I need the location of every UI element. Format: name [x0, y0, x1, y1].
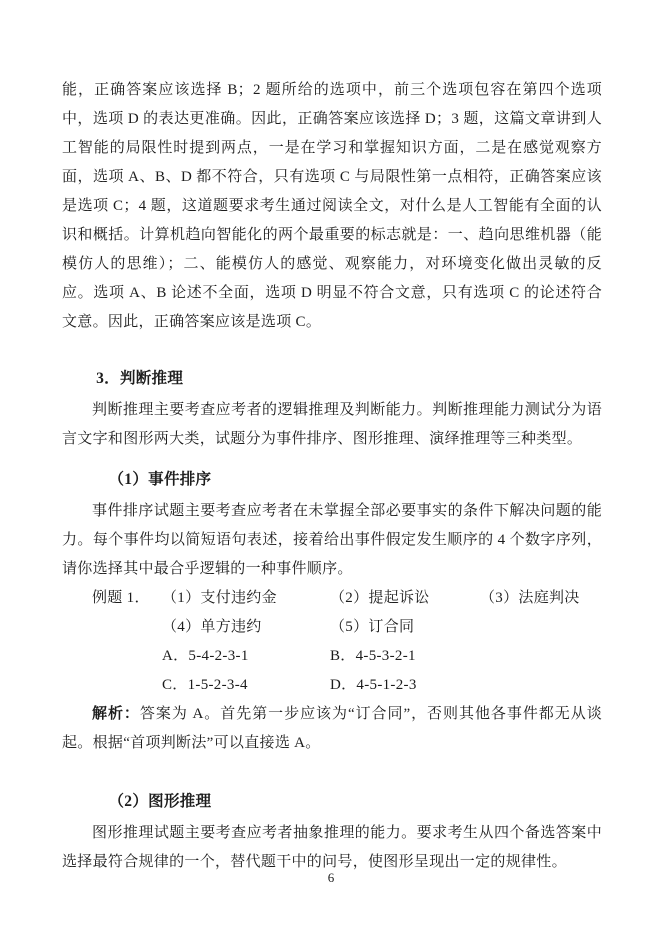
analysis-text: 答案为 A。首先第一步应该为“订合同”，否则其他各事件都无从谈起。根据“首项判断法”可以直接选 A。 — [62, 706, 602, 751]
subsection-heading-event-ordering: （1）事件排序 — [108, 471, 212, 488]
example-block — [62, 584, 602, 700]
event-ordering-description: 事件排序试题主要考查应考者在未掌握全部必要事实的条件下解决问题的能力。每个事件均以简短语句表述，接着给出事件假定发生顺序的 4 个数字序列，请你选择其中最合乎逻辑的一种事件顺序。 — [62, 503, 602, 577]
continuation-paragraph: 能，正确答案应该选择 B；2 题所给的选项中，前三个选项包容在第四个选项中，选项 D 的表达更准确。因此，正确答案应该选择 D；3 题，这篇文章讲到人工智能的局限性时提到两点，一是在学习和掌握知识方面，二是在感觉观察方面，选项 A、B、D 都不符合，只有选项 C 与局限性第一点相符，正确答案应该是选项 C；4 题，这道题要求考生通过阅读全文，对什么是人工智能有全面的认识和概括。计算机趋向智能化的两个最重要的标志就是：一、趋向思维机器（能模仿人的思维）；二、能模仿人的感觉、观察能力，对环境变化做出灵敏的反应。选项 A、B 论述不全面，选项 D 明显不符合文意，只有选项 C 的论述符合文意。因此，正确答案应该是选项 C。 — [62, 82, 602, 330]
example-line-1 — [62, 584, 602, 613]
example-item-4: （4）单方违约 — [162, 619, 262, 635]
analysis-label: 解析： — [92, 706, 140, 722]
option-d: D．4-5-1-2-3 — [330, 677, 417, 693]
example-label: 例题 1． — [92, 590, 150, 606]
option-b: B．4-5-3-2-1 — [330, 648, 416, 664]
option-c: C．1-5-2-3-4 — [162, 677, 248, 693]
example-item-3: （3）法庭判决 — [480, 590, 580, 606]
subsection-heading-figure-reasoning: （2）图形推理 — [108, 793, 212, 810]
page-content — [62, 76, 602, 877]
figure-reasoning-description: 图形推理试题主要考查应考者抽象推理的能力。要求考生从四个备选答案中选择最符合规律的一个，替代题干中的问号，使图形呈现出一定的规律性。 — [62, 825, 602, 870]
example-options-line-1 — [62, 642, 602, 671]
example-line-2 — [62, 613, 602, 642]
section-heading-judgment-reasoning: 3．判断推理 — [96, 370, 184, 387]
example-options-line-2 — [62, 671, 602, 700]
section-intro-paragraph: 判断推理主要考查应考者的逻辑推理及判断能力。判断推理能力测试分为语言文字和图形两大类，试题分为事件排序、图形推理、演绎推理等三种类型。 — [62, 402, 602, 447]
example-item-2: （2）提起诉讼 — [330, 590, 430, 606]
option-a: A．5-4-2-3-1 — [162, 648, 249, 664]
analysis-paragraph — [62, 700, 602, 758]
page-number: 6 — [327, 870, 335, 885]
example-item-1: （1）支付违约金 — [162, 590, 277, 606]
example-item-5: （5）订合同 — [330, 619, 415, 635]
